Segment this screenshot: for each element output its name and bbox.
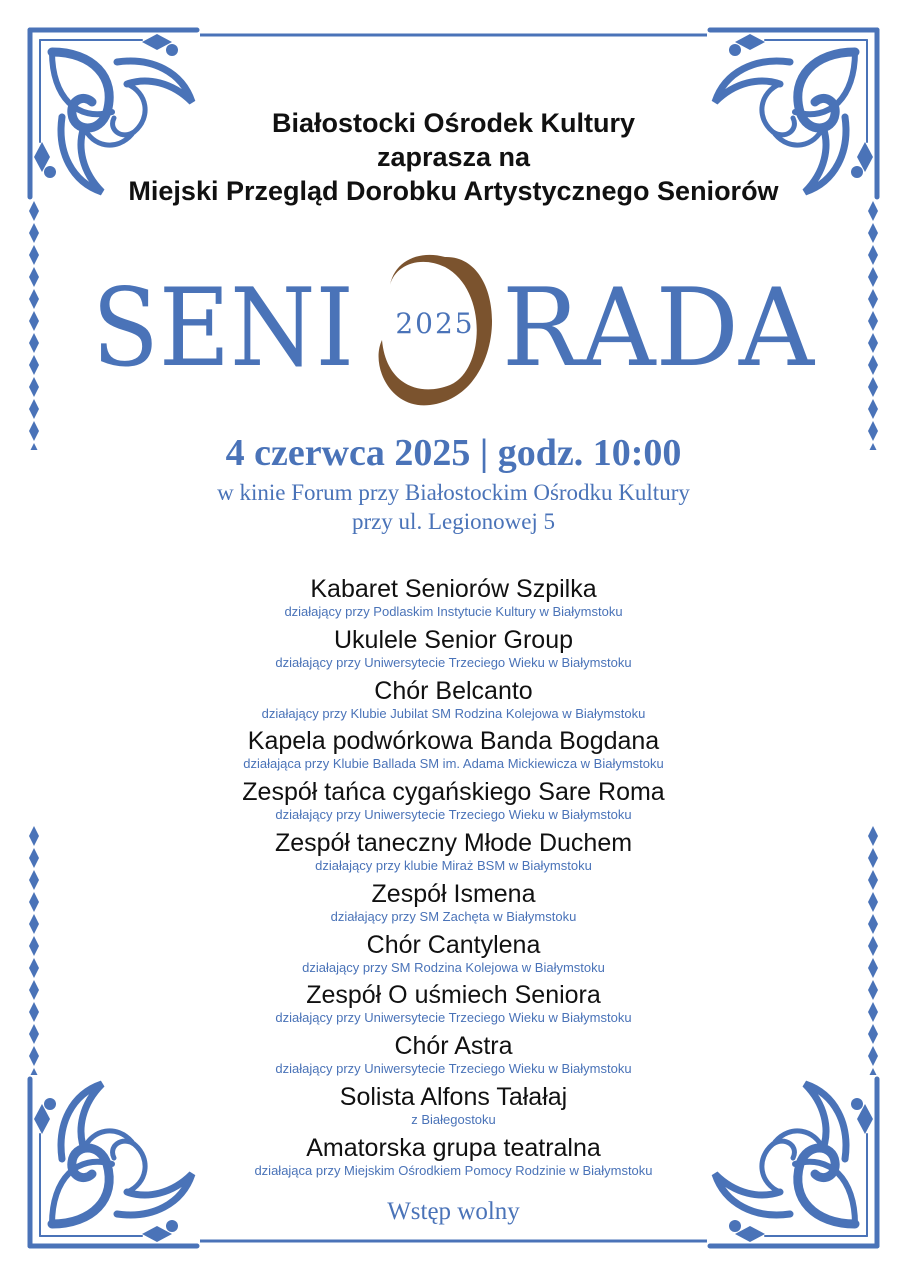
list-item: [0, 1082, 907, 1133]
performer-name: Zespół Ismena: [371, 879, 536, 908]
border-chain-left-top-icon: [27, 200, 41, 450]
performer-affiliation: działający przy SM Rodzina Kolejowa w Białymstoku: [302, 959, 605, 975]
event-venue: [0, 478, 907, 536]
performer-name: Chór Belcanto: [374, 676, 533, 705]
organizer-name: Białostocki Ośrodek Kultury: [271, 108, 636, 138]
performer-name: Kabaret Seniorów Szpilka: [310, 575, 597, 603]
venue-line-1: w kinie Forum przy Białostockim Ośrodku Kultury: [217, 480, 690, 505]
performer-name: Chór Astra: [394, 1032, 513, 1061]
free-entry-note: Wstęp wolny: [387, 1198, 520, 1225]
list-item: [0, 777, 907, 828]
performer-name: Solista Alfons Tałałaj: [339, 1082, 568, 1111]
event-full-title: Miejski Przegląd Dorobku Artystycznego Seniorów: [128, 176, 779, 206]
border-line-top-icon: [200, 30, 707, 40]
list-item: [0, 625, 907, 676]
list-item: [0, 574, 907, 625]
venue-line-2: przy ul. Legionowej 5: [351, 509, 556, 534]
logo-text-right: RADA: [502, 266, 816, 391]
performer-affiliation: z Białegostoku: [411, 1111, 496, 1127]
performer-name: Zespół tańca cygańskiego Sare Roma: [242, 778, 665, 807]
list-item: [0, 676, 907, 727]
list-item: [0, 1133, 907, 1184]
performer-name: Chór Cantylena: [366, 930, 541, 959]
performer-affiliation: działający przy Uniwersytecie Trzeciego Wieku w Białymstoku: [275, 654, 632, 670]
performer-affiliation: działający przy Klubie Jubilat SM Rodzina Kolejowa w Białymstoku: [261, 705, 646, 721]
list-item: [0, 1031, 907, 1082]
invitation-header: [0, 106, 907, 208]
list-item: [0, 930, 907, 981]
performer-affiliation: działający przy Podlaskim Instytucie Kultury w Białymstoku: [284, 604, 623, 619]
border-line-bottom-icon: [200, 1236, 707, 1246]
logo-year: 2025: [395, 307, 475, 340]
performer-name: Amatorska grupa teatralna: [306, 1133, 601, 1162]
logo-text-left: SENI: [92, 266, 354, 391]
senio-rada-logo: [90, 245, 817, 415]
performer-name: Ukulele Senior Group: [333, 625, 573, 654]
invitation-phrase: zaprasza na: [376, 142, 531, 172]
list-item: [0, 879, 907, 930]
performer-affiliation: działający przy Uniwersytecie Trzeciego Wieku w Białymstoku: [275, 1061, 632, 1077]
performer-affiliation: działający przy klubie Miraż BSM w Białymstoku: [315, 857, 592, 873]
performer-name: Kapela podwórkowa Banda Bogdana: [247, 727, 660, 756]
performer-affiliation: działająca przy Miejskim Ośrodkiem Pomocy Rodzinie w Białymstoku: [254, 1162, 653, 1178]
performer-affiliation: działający przy Uniwersytecie Trzeciego Wieku w Białymstoku: [275, 807, 632, 823]
performer-affiliation: działający przy Uniwersytecie Trzeciego Wieku w Białymstoku: [275, 1010, 632, 1026]
event-date-time: 4 czerwca 2025 | godz. 10:00: [225, 432, 682, 474]
performer-affiliation: działająca przy Klubie Ballada SM im. Adama Mickiewicza w Białymstoku: [243, 756, 664, 772]
list-item: [0, 726, 907, 777]
border-chain-right-top-icon: [866, 200, 880, 450]
list-item: [0, 980, 907, 1031]
performer-name: Zespół O uśmiech Seniora: [306, 981, 601, 1010]
performer-affiliation: działający przy SM Zachęta w Białymstoku: [330, 908, 577, 924]
list-item: [0, 828, 907, 879]
performers-list: [0, 574, 907, 1184]
performer-name: Zespół taneczny Młode Duchem: [274, 828, 633, 857]
